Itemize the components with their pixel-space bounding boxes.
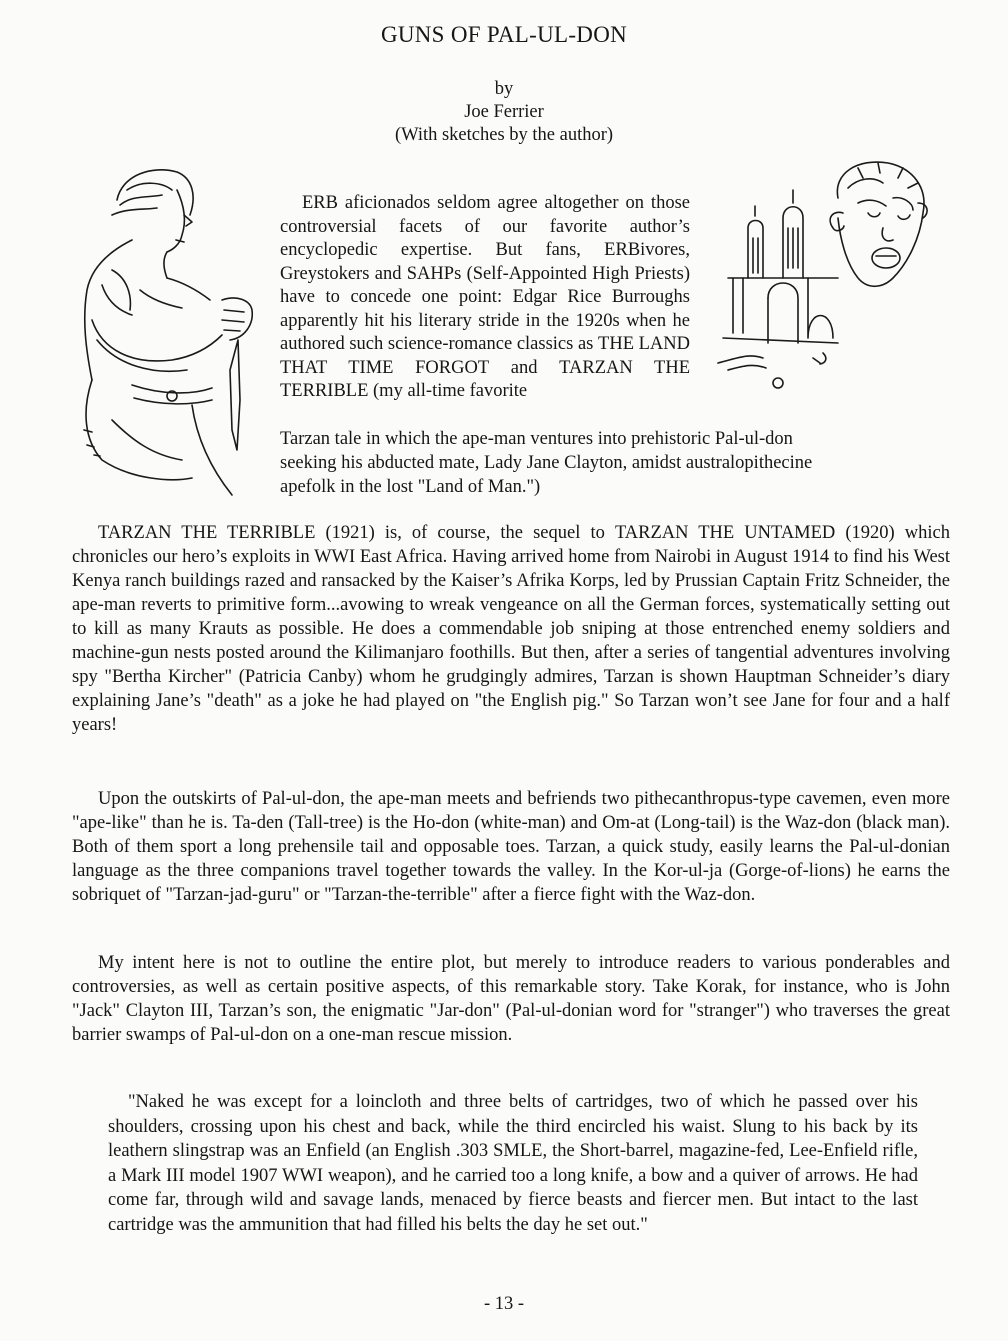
intro-line-2: seeking his abducted mate, Lady Jane Clayton, amidst australopithecine [280,453,813,473]
sketch-credit: (With sketches by the author) [394,125,614,145]
book-title-tarzan-the-terrible: TARZAN THE TERRIBLE [280,357,690,401]
block-quote: "Naked he was except for a loincloth and three belts of cartridges, two of which he passed over his shoulders, crossing upon his chest and back, while the third encircled his waist. Slung to his back by its leathern slingstrap was an Enfield (an English .303 SMLE, the Short-barrel, magazine-fed, Lee-Enfield rifle, a Mark III model 1907 WWI weapon), and he carried too a long knife, a bow and a quiver of arrows. He had come far, through wild and savage lands, menaced by fierce beasts and fiercer men. But intact to the last cartridge was the ammunition that had filled his belts the day he set out." [108,1092,918,1235]
temple-and-face-sketch [708,158,938,390]
author-name: Joe Ferrier [464,102,544,122]
paragraph-3: My intent here is not to outline the entire plot, but merely to introduce readers to various ponderables and controversies, as well as certain positive aspects, of this remarkable story. Take Korak, for instance, who is John "Jack" Clayton III, Tarzan’s son, the enigmatic "Jar-don" (Pal-ul-donian word for "stranger") who traverses the great barrier swamps of Pal-ul-don on a one-man rescue mission. [72,953,950,1045]
p1-book-title-1: TARZAN THE TERRIBLE [98,523,316,543]
intro-line-1: Tarzan tale in which the ape-man ventures into prehistoric Pal-ul-don [280,429,793,449]
page-number: - 13 - [483,1294,525,1314]
book-title-land-that-time-forgot: THE LAND THAT TIME FORGOT [280,334,691,378]
intro-line-3: apefolk in the lost "Land of Man.") [280,477,541,497]
byline-by: by [494,79,514,99]
paragraph-2: Upon the outskirts of Pal-ul-don, the ape-man meets and befriends two pithecanthropus-type cavemen, even more "ape-like" than he is. Ta-den (Tall-tree) is the Ho-don (white-man) and Om-at (Long-tail) is the Waz-don (black man). Both of them sport a long prehensile tail and opposable toes. Tarzan, a quick study, easily learns the Pal-ul-donian language as the three companions travel together towards the valley. In the Kor-ul-ja (Gorge-of-lions) he earns the sobriquet of "Tarzan-jad-guru" or "Tarzan-the-terrible" after a fierce fight with the Waz-don. [72,789,950,905]
intro-text: ERB aficionados seldom agree altogether on those controversial facets of our favorite author’s encyclopedic expertise. But fans, ERBivores, Greystokers and SAHPs (Self-Appointed High Priests) have to concede one point: Edgar Rice Burroughs apparently hit his literary stride in the 1920s when he authored such science-romance classics as [280,193,690,354]
intro-continuation [280,427,950,499]
intro-paragraph [280,192,690,404]
p1-rest: (1920) which chronicles our hero’s exploits in WWI East Africa. Having arrived home from Nairobi in August 1914 to find his West Kenya ranch buildings razed and ransacked by the Kaiser’s Afrika Korps, led by Prussian Captain Fritz Schneider, the ape-man reverts to primitive form...avowing to wreak vengeance on all the German forces, systematically setting out to kill as many Krauts as possible. He does a commendable job sniping at those entrenched enemy soldiers and machine-gun nests posted around the Kilimanjaro foothills. But then, after a series of tangential adventures involving spy "Bertha Kircher" (Patricia Canby) whom he grudgingly admires, Tarzan is shown Hauptman Schneider’s diary explaining Jane’s "death" as a joke he had played on "the English pig." So Tarzan won’t see Jane for four and a half years! [72,523,950,735]
p1-book-title-2: TARZAN THE UNTAMED [614,523,836,543]
byline [0,78,1008,147]
p1-mid: (1921) is, of course, the sequel to [315,523,615,543]
intro-and: and [489,357,560,378]
intro-text-after: (my all-time favorite [368,381,528,401]
tarzan-knife-sketch [72,160,272,500]
article-title: GUNS OF PAL-UL-DON [380,22,628,47]
paragraph-1 [72,521,950,737]
